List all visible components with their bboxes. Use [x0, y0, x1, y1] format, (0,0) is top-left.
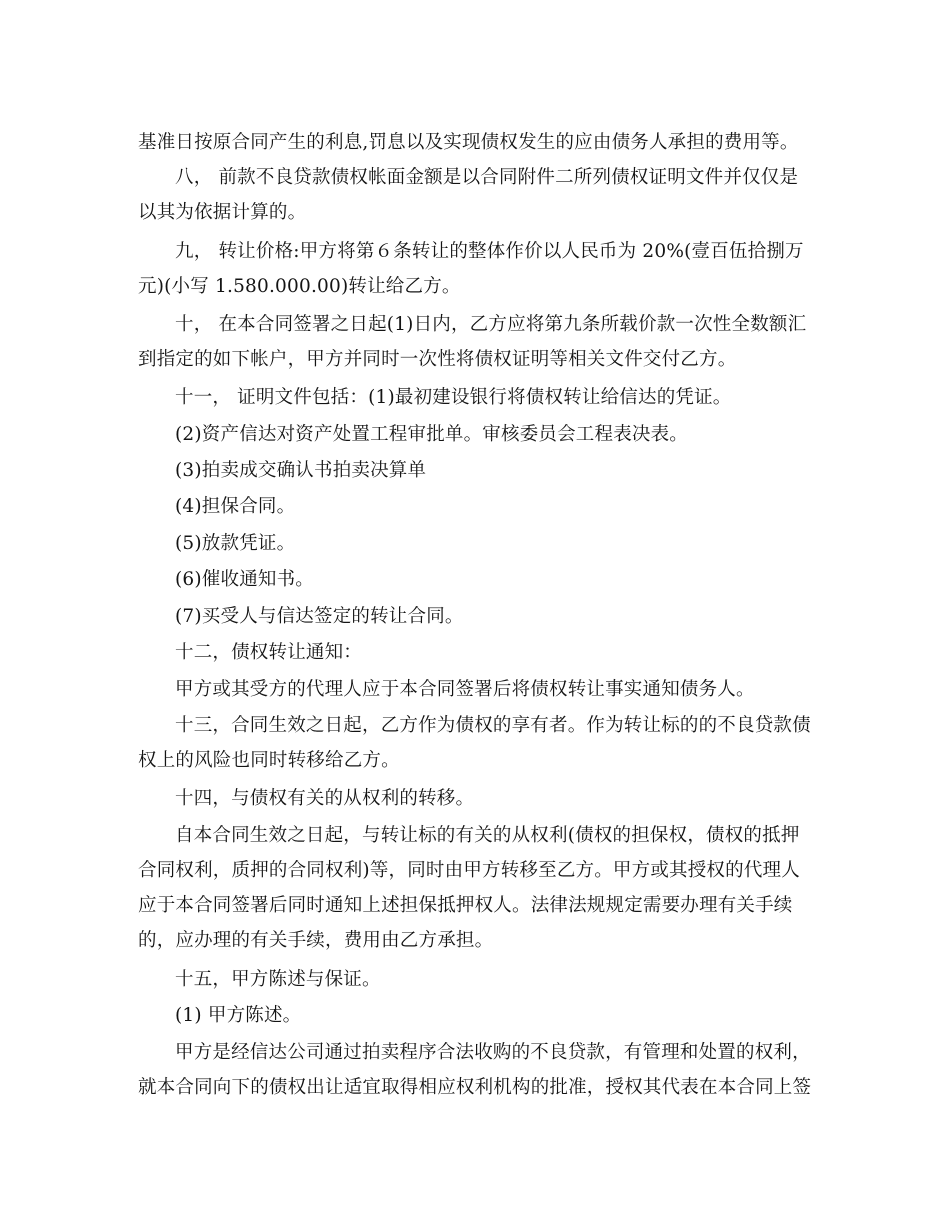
text-line-16: 甲方或其受方的代理人应于本合同签署后将债权转让事实通知债务人。	[175, 679, 755, 700]
text-line-19: 十四，与债权有关的从权利的转移。	[175, 788, 475, 809]
text-line-24: 十五，甲方陈述与保证。	[175, 969, 381, 990]
text-line-7: 到指定的如下帐户，甲方并同时一次性将债权证明等相关文件交付乙方。	[138, 349, 737, 370]
text-line-20: 自本合同生效之日起，与转让标的有关的从权利(债权的担保权，债权的抵押	[175, 825, 800, 846]
text-line-2: 八， 前款不良贷款债权帐面金额是以合同附件二所列债权证明文件并仅仅是	[175, 167, 799, 188]
text-line-9: (2)资产信达对资产处置工程审批单。审核委员会工程表决表。	[175, 424, 689, 445]
text-line-6: 十， 在本合同签署之日起(1)日内，乙方应将第九条所载价款一次性全数额汇	[175, 314, 807, 335]
text-line-12: (5)放款凭证。	[175, 533, 296, 554]
text-line-15: 十二，债权转让通知：	[175, 642, 363, 663]
text-line-26: 甲方是经信达公司通过拍卖程序合法收购的不良贷款，有管理和处置的权利，	[175, 1042, 811, 1063]
text-line-17: 十三，合同生效之日起，乙方作为债权的享有者。作为转让标的的不良贷款债	[175, 715, 811, 736]
text-line-21: 合同权利，质押的合同权利)等，同时由甲方转移至乙方。甲方或其授权的代理人	[138, 860, 800, 881]
text-line-4: 九， 转让价格:甲方将第６条转让的整体作价以人民币为 20%(壹百伍拾捌万	[175, 241, 804, 262]
text-line-10: (3)拍卖成交确认书拍卖决算单	[175, 460, 427, 481]
text-line-25: (1) 甲方陈述。	[175, 1005, 302, 1026]
text-line-27: 就本合同向下的债权出让适宜取得相应权利机构的批准，授权其代表在本合同上签	[138, 1077, 812, 1098]
text-line-11: (4)担保合同。	[175, 496, 296, 517]
text-line-18: 权上的风险也同时转移给乙方。	[138, 750, 400, 771]
text-line-22: 应于本合同签署后同时通知上述担保抵押权人。法律法规规定需要办理有关手续	[138, 895, 793, 916]
text-line-8: 十一， 证明文件包括：(1)最初建设银行将债权转让给信达的凭证。	[175, 387, 732, 408]
text-line-14: (7)买受人与信达签定的转让合同。	[175, 606, 464, 627]
text-line-1: 基准日按原合同产生的利息,罚息以及实现债权发生的应由债务人承担的费用等。	[138, 132, 799, 153]
text-line-3: 以其为依据计算的。	[138, 202, 307, 223]
text-line-13: (6)催收通知书。	[175, 569, 315, 590]
text-line-5: 元)(小写 1.580.000.00)转让给乙方。	[138, 276, 461, 297]
text-line-23: 的，应办理的有关手续，费用由乙方承担。	[138, 930, 494, 951]
